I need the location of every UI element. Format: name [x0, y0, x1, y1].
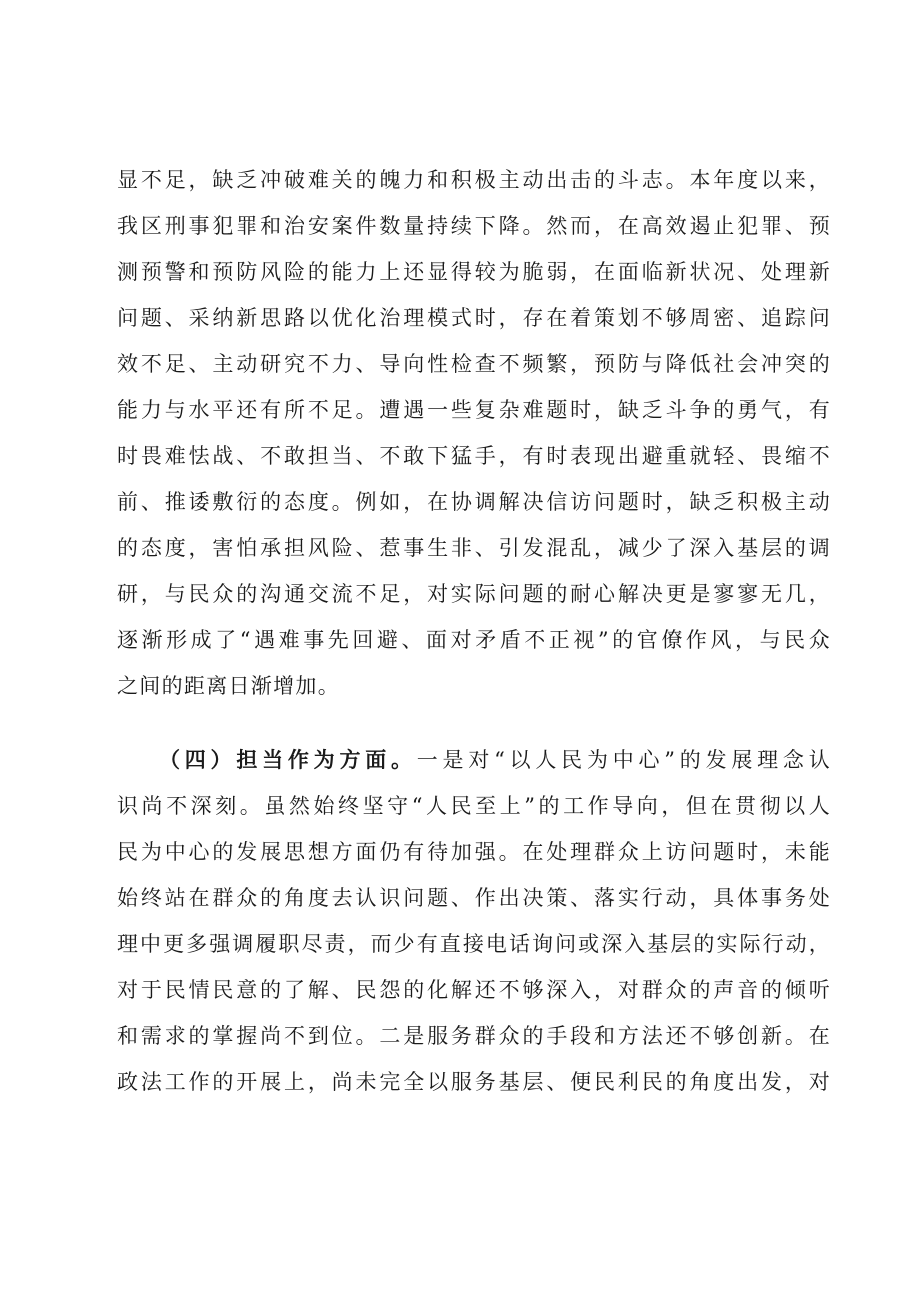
- text-line: 问题、采纳新思路以优化治理模式时，存在着策划不够周密、追踪问: [117, 306, 831, 330]
- text-line: 之间的距离日渐增加。: [117, 674, 340, 698]
- text-line: 测预警和预防风险的能力上还显得较为脆弱，在面临新状况、处理新: [117, 260, 831, 284]
- text-span: 一是对“以人民为中心”的发展理念认: [416, 748, 831, 772]
- text-line: 时畏难怯战、不敢担当、不敢下猛手，有时表现出避重就轻、畏缩不: [117, 444, 831, 468]
- text-line: 能力与水平还有所不足。遭遇一些复杂难题时，缺乏斗争的勇气，有: [117, 398, 831, 422]
- text-line: 对于民情民意的了解、民怨的化解还不够深入，对群众的声音的倾听: [117, 978, 831, 1002]
- text-line: 我区刑事犯罪和治安案件数量持续下降。然而，在高效遏止犯罪、预: [117, 214, 831, 238]
- section-heading: （四）担当作为方面。: [159, 748, 417, 772]
- paragraph-2-first-line: [159, 745, 831, 775]
- text-line: 研，与民众的沟通交流不足，对实际问题的耐心解决更是寥寥无几，: [117, 582, 831, 606]
- text-line: 和需求的掌握尚不到位。二是服务群众的手段和方法还不够创新。在: [117, 1024, 831, 1048]
- text-line: 逐渐形成了“遇难事先回避、面对矛盾不正视”的官僚作风，与民众: [117, 628, 831, 652]
- text-line: 理中更多强调履职尽责，而少有直接电话询问或深入基层的实际行动，: [117, 932, 831, 956]
- text-line: 效不足、主动研究不力、导向性检查不频繁，预防与降低社会冲突的: [117, 352, 831, 376]
- text-line: 前、推诿敷衍的态度。例如，在协调解决信访问题时，缺乏积极主动: [117, 490, 831, 514]
- text-line: 民为中心的发展思想方面仍有待加强。在处理群众上访问题时，未能: [117, 840, 831, 864]
- text-line: 显不足，缺乏冲破难关的魄力和积极主动出击的斗志。本年度以来，: [117, 168, 831, 192]
- text-line: 的态度，害怕承担风险、惹事生非、引发混乱，减少了深入基层的调: [117, 536, 831, 560]
- text-line: 始终站在群众的角度去认识问题、作出决策、落实行动，具体事务处: [117, 886, 831, 910]
- text-line: 政法工作的开展上，尚未完全以服务基层、便民利民的角度出发，对: [117, 1070, 831, 1094]
- text-line: 识尚不深刻。虽然始终坚守“人民至上”的工作导向，但在贯彻以人: [117, 794, 831, 818]
